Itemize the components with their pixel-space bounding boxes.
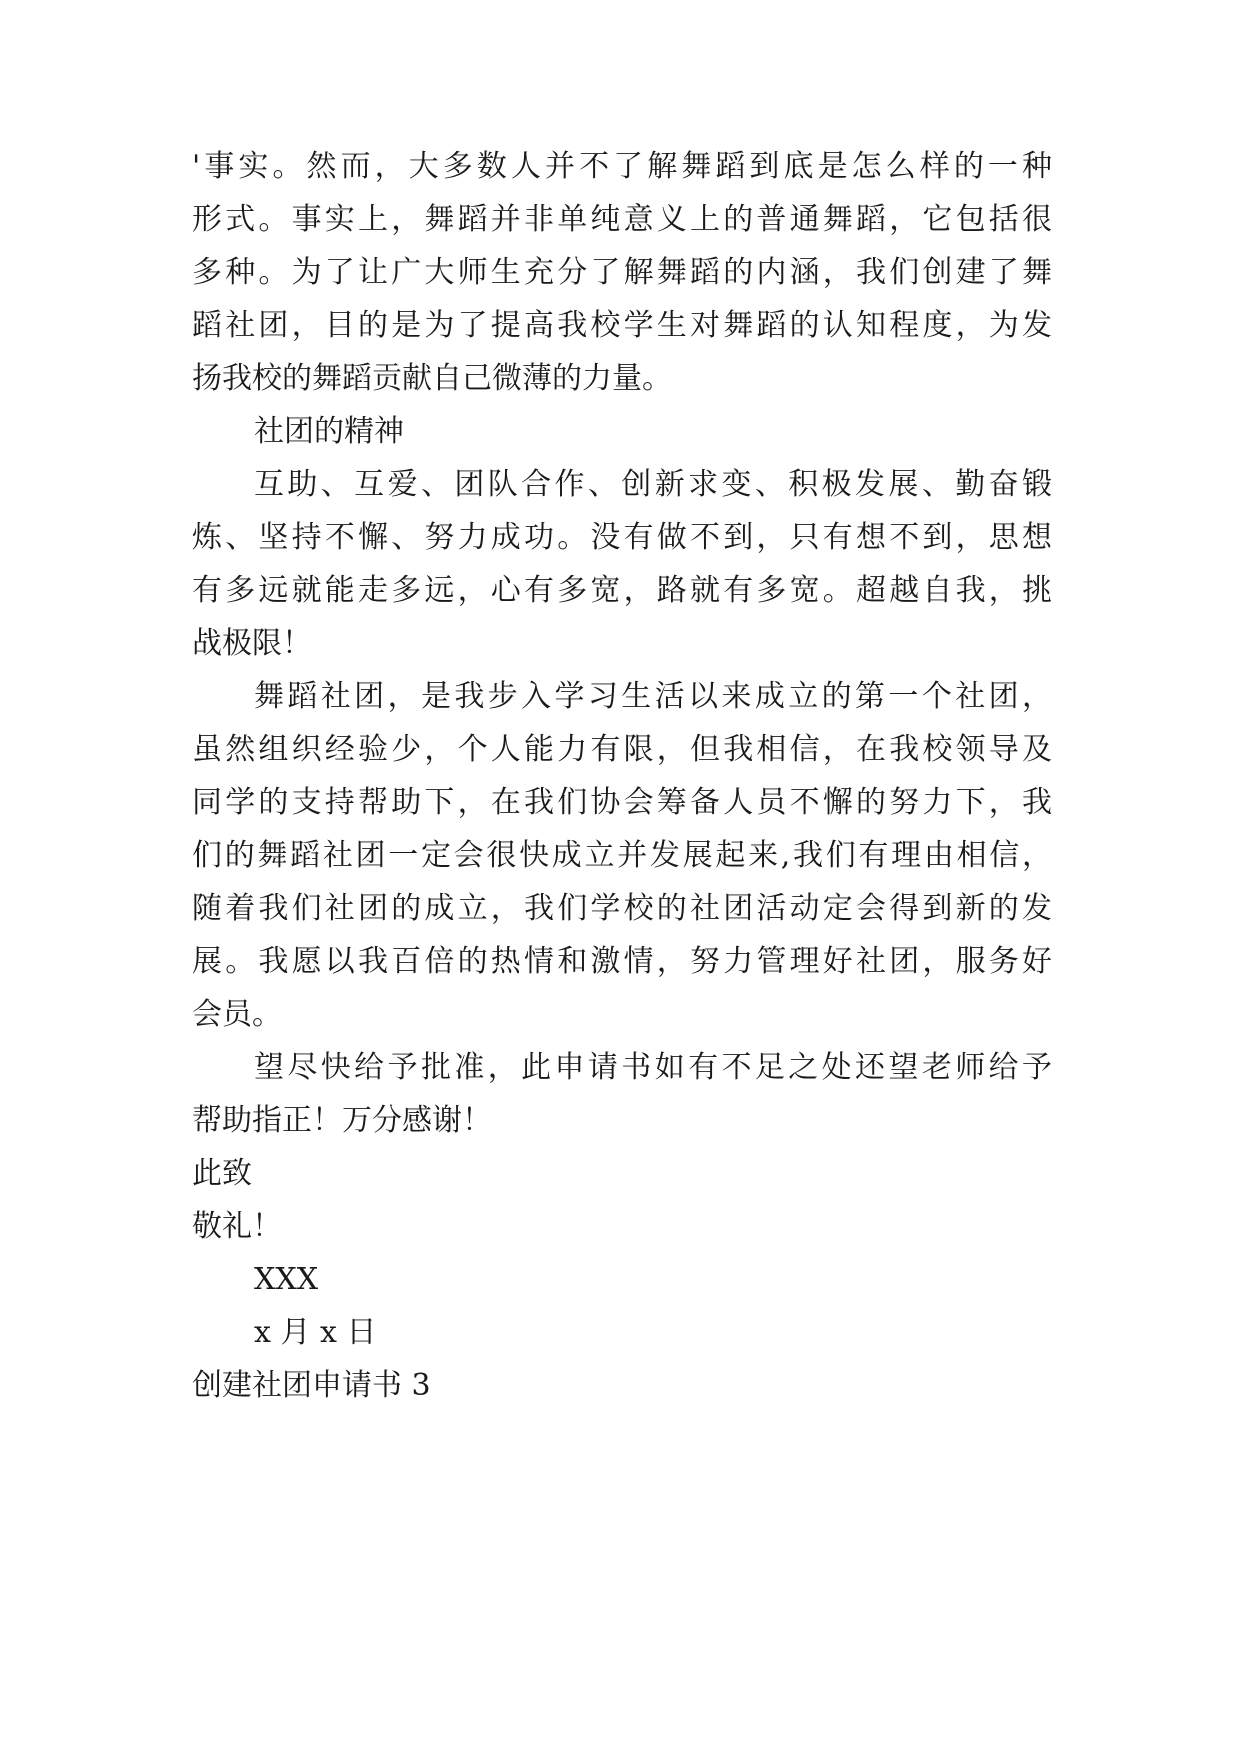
paragraph-line: 互助、互爱、团队合作、创新求变、积极发展、勤奋锻: [254, 467, 1052, 502]
signature-name: XXX: [254, 1262, 319, 1297]
paragraph-line: 形式。事实上，舞蹈并非单纯意义上的普通舞蹈，它包括很: [192, 202, 1052, 237]
paragraph-line: 舞蹈社团，是我步入学习生活以来成立的第一个社团，: [254, 679, 1052, 714]
paragraph-line: 扬我校的舞蹈贡献自己微薄的力量。: [192, 361, 672, 396]
paragraph-line: 蹈社团，目的是为了提高我校学生对舞蹈的认知程度，为发: [192, 308, 1052, 343]
paragraph-line: 展。我愿以我百倍的热情和激情，努力管理好社团，服务好: [192, 944, 1052, 979]
paragraph-line: 有多远就能走多远，心有多宽，路就有多宽。超越自我，挑: [192, 573, 1052, 608]
paragraph-line: 战极限！: [192, 626, 312, 661]
paragraph-line: '事实。然而，大多数人并不了解舞蹈到底是怎么样的一种: [192, 149, 1052, 184]
paragraph-line: 随着我们社团的成立，我们学校的社团活动定会得到新的发: [192, 891, 1052, 926]
signature-date: x 月 x 日: [254, 1315, 377, 1350]
paragraph-line: 会员。: [192, 997, 282, 1032]
paragraph-line: 望尽快给予批准，此申请书如有不足之处还望老师给予: [254, 1050, 1052, 1085]
section-heading: 社团的精神: [254, 414, 404, 449]
closing-regards: 敬礼！: [192, 1209, 282, 1244]
closing-salutation: 此致: [192, 1156, 252, 1191]
next-section-title: 创建社团申请书 3: [192, 1368, 431, 1403]
paragraph-line: 多种。为了让广大师生充分了解舞蹈的内涵，我们创建了舞: [192, 255, 1052, 290]
paragraph-line: 们的舞蹈社团一定会很快成立并发展起来,我们有理由相信，: [192, 838, 1052, 873]
paragraph-line: 炼、坚持不懈、努力成功。没有做不到，只有想不到，思想: [192, 520, 1052, 555]
paragraph-line: 同学的支持帮助下，在我们协会筹备人员不懈的努力下，我: [192, 785, 1052, 820]
paragraph-line: 帮助指正！万分感谢！: [192, 1103, 492, 1138]
paragraph-line: 虽然组织经验少，个人能力有限，但我相信，在我校领导及: [192, 732, 1052, 767]
